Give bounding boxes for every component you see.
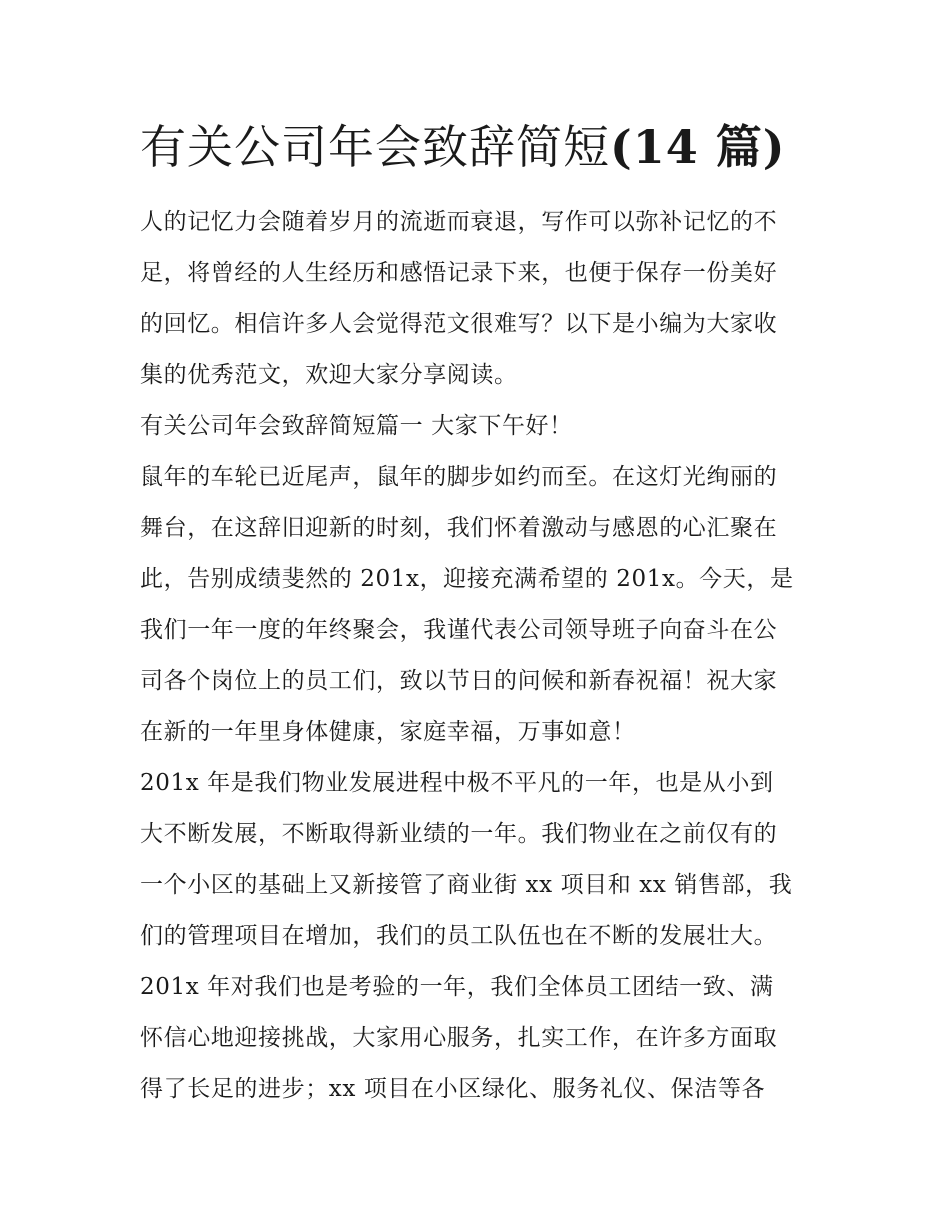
text-line: 一个小区的基础上又新接管了商业街 xx 项目和 xx 销售部，我 [140,872,793,898]
title-main: 有关公司年会致辞简短 [140,120,610,174]
text-line: 足，将曾经的人生经历和感悟记录下来，也便于保存一份美好 [140,260,778,286]
text-line: 此，告别成绩斐然的 201x，迎接充满希望的 201x。今天，是 [140,566,794,592]
text-line: 司各个岗位上的员工们，致以节日的问候和新春祝福！祝大家 [140,668,778,694]
document-title [140,112,840,182]
text-line: 在新的一年里身体健康，家庭幸福，万事如意！ [140,719,636,745]
text-line: 们的管理项目在增加，我们的员工队伍也在不断的发展壮大。 [140,923,778,949]
text-line: 得了长足的进步；xx 项目在小区绿化、服务礼仪、保洁等各 [140,1076,766,1102]
text-line: 我们一年一度的年终聚会，我谨代表公司领导班子向奋斗在公 [140,617,778,643]
text-line: 大不断发展，不断取得新业绩的一年。我们物业在之前仅有的 [140,821,778,847]
text-line: 201x 年是我们物业发展进程中极不平凡的一年，也是从小到 [140,770,774,796]
document-body [140,197,820,1115]
text-line: 201x 年对我们也是考验的一年，我们全体员工团结一致、满 [140,974,774,1000]
text-line: 舞台，在这辞旧迎新的时刻，我们怀着激动与感恩的心汇聚在 [140,515,778,541]
text-line: 人的记忆力会随着岁月的流逝而衰退，写作可以弥补记忆的不 [140,209,778,235]
text-line: 怀信心地迎接挑战，大家用心服务，扎实工作，在许多方面取 [140,1025,778,1051]
text-line: 集的优秀范文，欢迎大家分享阅读。 [140,362,518,388]
section-heading-line: 有关公司年会致辞简短篇一 大家下午好！ [140,413,573,439]
text-line: 鼠年的车轮已近尾声，鼠年的脚步如约而至。在这灯光绚丽的 [140,464,778,490]
text-line: 的回忆。相信许多人会觉得范文很难写？以下是小编为大家收 [140,311,778,337]
title-suffix: (14 篇) [610,120,786,174]
